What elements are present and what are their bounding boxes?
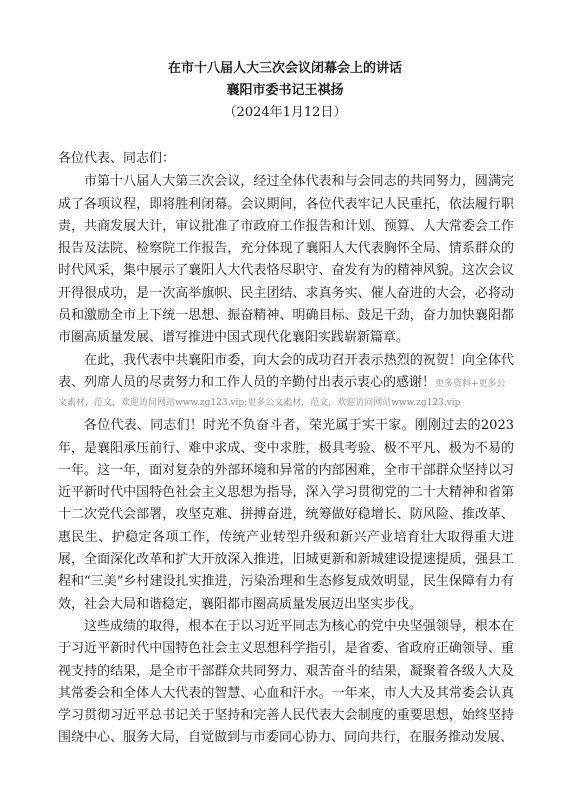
paragraph-3: 各位代表、同志们！时光不负奋斗者，荣光属于实干家。刚刚过去的2023年，是襄阳承压前行、难中求成、变中求胜，极具考验、极不平凡、极为不易的一年。这一年，面对复杂的外部环境和异常的内部困难，全市干部群众坚持以习近平新时代中国特色社会主义思想为指导，深入学习贯彻党的二十大精神和省第十二次党代会部署，攻坚克难、拼搏奋进，统筹做好稳增长、防风险、推改革、惠民生、护稳定各项工作，传统产业转型升级和新兴产业培育壮大取得重大进展，全面深化改革和扩大开放深入推进，旧城更新和新城建设提速提质，强县工程和“三美”乡村建设扎实推进，污染治理和生态修复成效明显，民生保障有力有效，社会大局和谐稳定，襄阳都市圈高质量发展迈出坚实步伐。 <box>58 418 514 612</box>
speech-date: （2024年1月12日） <box>223 105 347 120</box>
paragraph-4: 这些成绩的取得，根本在于以习近平同志为核心的党中央坚强领导，根本在于习近平新时代中国特色社会主义思想科学指引，是省委、省政府正确领导、重视支持的结果，是全市干部群众共同努力、艰苦奋斗的结果，凝聚着各级人大及其常委会和全体人大代表的智慧、心血和汗水。一年来，市人大及其常委会认真学习贯彻习近平总书记关于坚持和完善人民代表大会制度的重要思想，始终坚持围绕中心、服务大局，自觉做到与市委同心协力、同向共行，在服务推动发展、 <box>58 618 514 746</box>
speech-author: 襄阳市委书记王祺扬 <box>226 83 344 98</box>
paragraph-2-text: 在此，我代表中共襄阳市委，向大会的成功召开表示热烈的祝贺！向全体代表、列席人员的尽责努力和工作人员的辛勤付出表示衷心的感谢！ <box>58 352 514 390</box>
speech-body <box>58 148 514 750</box>
watermark-text-2: 文素材，范文，欢迎访问网站www.zg123.vip;更多公文素材，范文，欢迎访问网站www.zg123.vip <box>58 398 461 409</box>
greeting: 各位代表、同志们： <box>58 151 176 166</box>
watermark-text-1: 更多资料+更多公 <box>435 378 506 389</box>
speech-title: 在市十八届人大三次会议闭幕会上的讲话 <box>167 61 402 76</box>
paragraph-1: 市第十八届人大第三次会议，经过全体代表和与会同志的共同努力，圆满完成了各项议程，即将胜利闭幕。会议期间，各位代表牢记人民重托，依法履行职责，共商发展大计，审议批准了市政府工作报告和计划、预算、人大常委会工作报告及法院、检察院工作报告，充分体现了襄阳人大代表胸怀全局、情系群众的时代风采，集中展示了襄阳人大代表恪尽职守、奋发有为的精神风貌。这次会议开得很成功，是一次高举旗帜、民主团结、求真务实、催人奋进的大会，必将动员和激励全市上下统一思想、振奋精神、明确目标、鼓足干劲，奋力加快襄阳都市圈高质量发展、谱写推进中国式现代化襄阳实践崭新篇章。 <box>58 174 514 346</box>
paragraph-2 <box>58 350 514 396</box>
